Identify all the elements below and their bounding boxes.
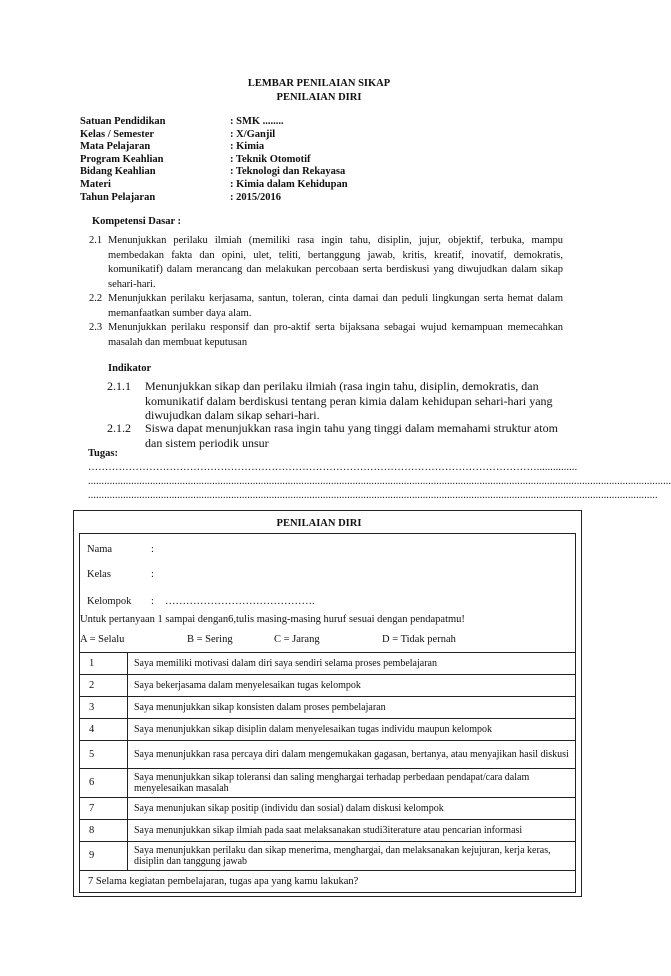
question-text: Saya menunjukkan perilaku dan sikap menerima, menghargai, dan melaksanakan kejujuran, kerja keras, disiplin dan tanggung jawab xyxy=(128,842,576,871)
document-subtitle: PENILAIAN DIRI xyxy=(276,92,362,103)
meta-row-materi xyxy=(80,179,348,192)
meta-row-mapel xyxy=(80,141,348,154)
question-text: Saya menunjukkan sikap ilmiah pada saat melaksanakan studi3iterature atau pencarian informasi xyxy=(128,820,576,842)
table-row xyxy=(80,842,576,871)
indikator-number: 2.1.2 xyxy=(107,421,131,435)
indikator-text: Menunjukkan sikap dan perilaku ilmiah (rasa ingin tahu, disiplin, demokratis, dan komunikatif dalam berdiskusi tentang peran kimia dalam kehidupan sehari-hari yang diwujudkan dalam sikap sehari-hari. xyxy=(145,379,553,422)
meta-label: Satuan Pendidikan xyxy=(80,116,166,127)
question-text: Saya menunjukkan sikap toleransi dan saling menghargai terhadap perbedaan pendapat/cara dalam menyelesaikan masalah xyxy=(128,769,576,798)
meta-label: Kelas / Semester xyxy=(80,128,155,140)
kompetensi-number: 2.1 xyxy=(89,235,103,246)
question-number: 9 xyxy=(80,842,128,871)
meta-label: Tahun Pelajaran xyxy=(80,191,156,203)
meta-row-program xyxy=(80,154,348,167)
meta-value: : 2015/2016 xyxy=(230,191,282,203)
penilaian-diri-title: PENILAIAN DIRI xyxy=(276,518,362,529)
instruction-text: Untuk pertanyaan 1 sampai dengan6,tulis masing-masing huruf sesuai dengan pendapatmu! xyxy=(80,614,465,625)
table-row xyxy=(80,653,576,675)
kompetensi-item xyxy=(89,234,563,292)
indikator-text: Siswa dapat menunjukkan rasa ingin tahu yang tinggi dalam memahami struktur atom dan sistem periodik unsur xyxy=(145,421,558,450)
table-row xyxy=(80,675,576,697)
table-row xyxy=(80,697,576,719)
question-number: 1 xyxy=(80,653,128,675)
question-number: 2 xyxy=(80,675,128,697)
question-text: Saya bekerjasama dalam menyelesaikan tugas kelompok xyxy=(128,675,576,697)
identity-block xyxy=(80,116,348,204)
question-text: Saya memiliki motivasi dalam diri saya sendiri selama proses pembelajaran xyxy=(128,653,576,675)
meta-value: : SMK ........ xyxy=(230,116,284,127)
field-colon: : xyxy=(151,544,154,555)
kompetensi-heading: Kompetensi Dasar : xyxy=(92,216,182,227)
meta-value: : Teknologi dan Rekayasa xyxy=(230,166,346,178)
question-number: 3 xyxy=(80,697,128,719)
field-label: Nama xyxy=(87,544,113,555)
option-a: A = Selalu xyxy=(80,634,125,645)
indikator-item xyxy=(107,379,563,423)
question-text: Saya menunjukkan sikap disiplin dalam menyelesaikan tugas individu maupun kelompok xyxy=(128,719,576,741)
question-text: Saya menunjukkan sikap konsisten dalam proses pembelajaran xyxy=(128,697,576,719)
meta-row-tahun xyxy=(80,192,348,205)
question-table xyxy=(79,652,576,893)
question-text: Saya menunjukan sikap positip (individu dan sosial) dalam diskusi kelompok xyxy=(128,798,576,820)
meta-label: Mata Pelajaran xyxy=(80,141,151,153)
kompetensi-text: Menunjukkan perilaku ilmiah (memiliki rasa ingin tahu, disiplin, jujur, objektif, terbuka, mampu membedakan fakta dan opini, ulet, teliti, bertanggung jawab, kritis, kreatif, inovatif, demokratis, komunikatif) dalam merancang dan melakukan percobaan serta berdiskusi yang diwujudkan dalam sikap sehari-hari. xyxy=(108,235,563,290)
meta-value: : X/Ganjil xyxy=(230,128,276,140)
document-title: LEMBAR PENILAIAN SIKAP xyxy=(247,78,391,89)
tugas-answer-line: ................................................................................................................................................................................................................... xyxy=(88,490,658,501)
tugas-answer-line: ……………………………………………………………………………………………………………………............... xyxy=(88,462,578,473)
indikator-number: 2.1.1 xyxy=(107,379,131,393)
field-colon: : xyxy=(151,569,154,580)
field-label: Kelas xyxy=(87,569,111,580)
table-row xyxy=(80,820,576,842)
field-colon: : xyxy=(151,596,154,607)
meta-row-bidang xyxy=(80,166,348,179)
meta-row-satuan xyxy=(80,116,348,129)
table-row xyxy=(80,769,576,798)
table-row xyxy=(80,871,576,893)
kompetensi-number: 2.2 xyxy=(89,293,103,304)
kompetensi-item xyxy=(89,292,563,321)
tugas-answer-line: ........................................................................................................................................................................................................................ xyxy=(88,476,671,487)
table-row xyxy=(80,798,576,820)
question-number: 4 xyxy=(80,719,128,741)
option-b: B = Sering xyxy=(187,634,233,645)
option-c: C = Jarang xyxy=(274,634,320,645)
question-number: 5 xyxy=(80,741,128,769)
kompetensi-text: Menunjukkan perilaku responsif dan pro-aktif serta bijaksana sebagai wujud kemampuan memecahkan masalah dan membuat keputusan xyxy=(108,322,563,348)
kompetensi-number: 2.3 xyxy=(89,322,103,333)
field-label: Kelompok xyxy=(87,596,132,607)
table-row xyxy=(80,741,576,769)
question-number: 7 xyxy=(80,798,128,820)
meta-value: : Kimia xyxy=(230,141,265,153)
kompetensi-item xyxy=(89,321,563,350)
meta-label: Materi xyxy=(80,178,111,190)
meta-row-kelas xyxy=(80,129,348,142)
kompetensi-text: Menunjukkan perilaku kerjasama, santun, toleran, cinta damai dan peduli lingkungan serta hemat dalam memanfaatkan sumber daya alam. xyxy=(108,293,563,319)
meta-value: : Teknik Otomotif xyxy=(230,153,311,165)
field-value: ……………………………………. xyxy=(165,596,315,607)
tugas-heading: Tugas: xyxy=(88,448,118,459)
meta-value: : Kimia dalam Kehidupan xyxy=(230,178,348,190)
meta-label: Program Keahlian xyxy=(80,153,164,165)
question-number: 8 xyxy=(80,820,128,842)
table-row xyxy=(80,719,576,741)
question-number: 6 xyxy=(80,769,128,798)
option-d: D = Tidak pernah xyxy=(382,634,456,645)
indikator-item xyxy=(107,421,563,450)
indikator-heading: Indikator xyxy=(108,363,152,374)
meta-label: Bidang Keahlian xyxy=(80,166,156,178)
question-text: Saya menunjukkan rasa percaya diri dalam mengemukakan gagasan, bertanya, atau menyajikan hasil diskusi xyxy=(128,741,576,769)
final-question: 7 Selama kegiatan pembelajaran, tugas apa yang kamu lakukan? xyxy=(80,871,576,893)
